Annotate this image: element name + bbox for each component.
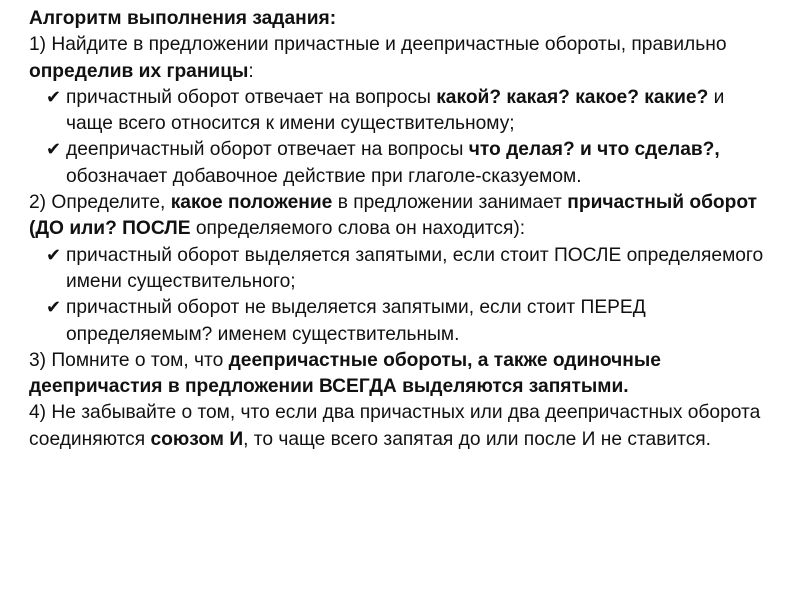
step-2-mid: в предложении занимает [332,192,568,214]
step-2 [29,190,770,243]
check-mark-icon: ✔ [46,86,62,108]
step-3-bold: деепричастные обороты, а также одиночные деепричастия в предложении ВСЕГДА выделяются запятыми. [29,349,661,398]
bullet-before-noun [29,295,770,348]
step-2-text: 2) Определите, [29,192,171,214]
step-2-tail: определяемого слова он находится): [190,218,526,240]
check-mark-icon: ✔ [46,244,62,266]
bullet-1-tail: и чаще всего относится к имени существительному; [66,86,725,135]
bullet-participle-questions [29,85,770,138]
step-1-text: 1) Найдите в предложении причастные и деепричастные обороты, правильно [29,34,727,56]
step-4-tail: , то чаще всего запятая до или после И не ставится. [243,428,712,450]
step-4-bold: союзом И [150,428,244,450]
bullet-3-text: причастный оборот выделяется запятыми, если стоит ПОСЛЕ определяемого имени существительного; [66,244,764,292]
heading [29,6,770,32]
check-mark-icon: ✔ [46,297,62,319]
bullet-gerund-questions [29,137,770,190]
bullet-after-noun [29,243,770,296]
bullet-1-text: причастный оборот отвечает на вопросы [66,86,437,108]
step-2-bold-2: причастный оборот (ДО или? ПОСЛЕ [29,192,758,240]
bullet-2-bold: что делая? и что сделав?, [468,139,720,161]
step-1 [29,32,770,85]
check-mark-icon: ✔ [46,139,62,161]
step-3 [29,348,770,401]
bullet-2-tail: обозначает добавочное действие при глаголе-сказуемом. [66,165,582,187]
bullet-4-text: причастный оборот не выделяется запятыми, если стоит ПЕРЕД определяемым? именем существительным. [66,297,646,345]
step-4 [29,400,770,453]
step-2-bold-1: какое положение [170,192,333,214]
heading-text: Алгоритм выполнения задания: [29,8,337,29]
step-4-text: 4) Не забывайте о том, что если два причастных или два деепричастных оборота соединяются [29,402,761,450]
step-1-colon: : [248,60,254,82]
step-1-bold: определив их границы [29,60,249,82]
bullet-1-bold: какой? какая? какое? какие? [436,86,709,108]
bullet-2-text: деепричастный оборот отвечает на вопросы [66,139,469,161]
step-3-text: 3) Помните о том, что [29,349,229,371]
